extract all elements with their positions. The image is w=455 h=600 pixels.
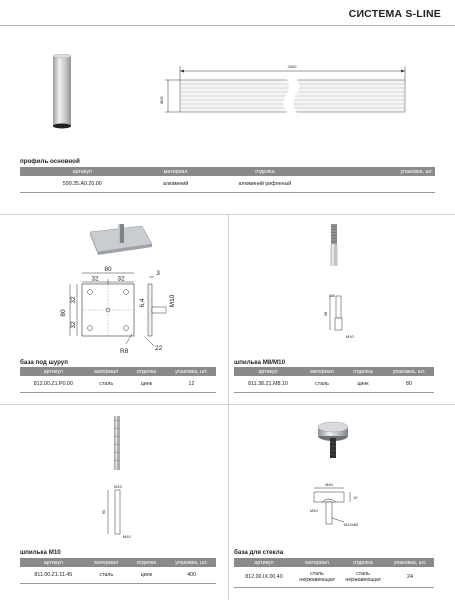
dim-thickness: 3: [156, 270, 160, 277]
cell-finish: алюминий рифленый: [207, 176, 323, 192]
col-header: артикул: [234, 367, 302, 376]
cell-finish: цинк: [126, 376, 167, 392]
col-header: материал: [87, 558, 126, 567]
dim-cap-height: 10: [353, 495, 358, 500]
cell-finish: цинк: [126, 567, 167, 583]
dim-length: 38: [323, 311, 328, 317]
glass-base-image: [314, 418, 352, 462]
col-header: артикул: [20, 558, 87, 567]
table-header-row: [234, 558, 434, 567]
column-divider: [228, 214, 229, 600]
cell-pack: [323, 176, 435, 192]
cell-pack: 12: [167, 376, 216, 392]
col-header: упаковка, шт.: [323, 167, 435, 176]
cell-pack: 24: [386, 567, 434, 587]
dim-height-32b: 32: [70, 321, 77, 329]
base-screw-spec-table: [20, 367, 216, 393]
col-header: упаковка, шт.: [384, 367, 434, 376]
col-header: материал: [87, 367, 126, 376]
cell-article: 811.38.Z1.M8.10: [234, 376, 302, 392]
stud-m10-title: шпилька M10: [20, 549, 61, 556]
glass-base-drawing: [300, 478, 370, 542]
dim-thread-m10: M10: [169, 294, 176, 308]
profile-drawing: [150, 60, 415, 130]
table-header-row: [20, 167, 435, 176]
table-row: [20, 376, 216, 392]
profile-spec-table: [20, 167, 435, 193]
col-header: отделка: [126, 367, 167, 376]
col-header: материал: [294, 558, 340, 567]
col-header: отделка: [126, 558, 167, 567]
dim-width-80: 80: [104, 266, 112, 273]
base-plate-image: [84, 222, 156, 260]
cell-article: 811.00.Z1.11.45: [20, 567, 87, 583]
stud-m8-spec-table: [234, 367, 434, 393]
dim-r8: R8: [120, 348, 129, 355]
table-header-row: [20, 367, 216, 376]
cell-material: алюминий: [145, 176, 207, 192]
col-header: упаковка, шт.: [167, 367, 216, 376]
cell-article: 812.00.IX.00.40: [234, 567, 294, 587]
col-header: отделка: [340, 558, 386, 567]
cell-material: сталь нержавеющая: [294, 567, 340, 587]
cell-material: сталь: [87, 567, 126, 583]
cell-pack: 80: [384, 376, 434, 392]
stud-m10-image: [110, 414, 124, 472]
col-header: упаковка, шт.: [167, 558, 216, 567]
dim-length: 60: [101, 509, 106, 515]
profile-length-label: 2000: [287, 64, 297, 69]
table-row: [20, 176, 435, 192]
stud-m10-drawing: [96, 484, 146, 544]
section-divider: [0, 404, 455, 405]
table-header-row: [20, 558, 216, 567]
table-header-row: [234, 367, 434, 376]
cell-finish: цинк: [342, 376, 384, 392]
cell-finish: сталь нержавеющая: [340, 567, 386, 587]
glass-base-spec-table: [234, 558, 434, 588]
cell-article: 812.00.Z1.P0.00: [20, 376, 87, 392]
col-header: артикул: [20, 167, 145, 176]
table-row: [234, 376, 434, 392]
stud-m8-title: шпилька M8/M10: [234, 359, 286, 366]
stud-m8-image: [326, 222, 342, 268]
stud-m10-spec-table: [20, 558, 216, 584]
header-bar: [0, 0, 455, 26]
col-header: отделка: [207, 167, 323, 176]
profile-diameter-label: Ø35: [159, 96, 164, 104]
col-header: отделка: [342, 367, 384, 376]
stud-m8-drawing: [318, 288, 368, 344]
dim-6-4: 6,4: [139, 298, 146, 308]
col-header: материал: [302, 367, 342, 376]
dim-bottom-thread: M10: [123, 534, 131, 539]
col-header: артикул: [20, 367, 87, 376]
base-plate-drawing: [56, 262, 176, 358]
col-header: материал: [145, 167, 207, 176]
profile-tube-image: [44, 54, 80, 132]
dim-top-thread: M8: [329, 293, 335, 298]
glass-base-title: база для стекла: [234, 549, 284, 556]
dim-width-32a: 32: [91, 275, 99, 283]
dim-diameter: Ø40: [325, 482, 333, 487]
dim-22: 22: [155, 345, 163, 352]
dim-bottom-thread: M10: [346, 334, 354, 339]
page-title: СИСТЕМА S-LINE: [348, 8, 441, 20]
dim-height-32a: 32: [70, 296, 77, 304]
cell-material: сталь: [87, 376, 126, 392]
col-header: артикул: [234, 558, 294, 567]
dim-height-80: 80: [60, 309, 67, 317]
dim-thread-length: M10x80: [344, 522, 359, 527]
cell-pack: 400: [167, 567, 216, 583]
dim-top-thread: M10: [114, 484, 122, 489]
dim-thread: M10: [310, 508, 318, 513]
cell-article: 599.35.A0.20.00: [20, 176, 145, 192]
table-row: [234, 567, 434, 587]
table-row: [20, 567, 216, 583]
cell-material: сталь: [302, 376, 342, 392]
dim-width-32b: 32: [117, 275, 125, 283]
base-screw-title: база под шуруп: [20, 359, 68, 366]
col-header: упаковка, шт.: [386, 558, 434, 567]
profile-title: профиль основной: [20, 158, 80, 165]
